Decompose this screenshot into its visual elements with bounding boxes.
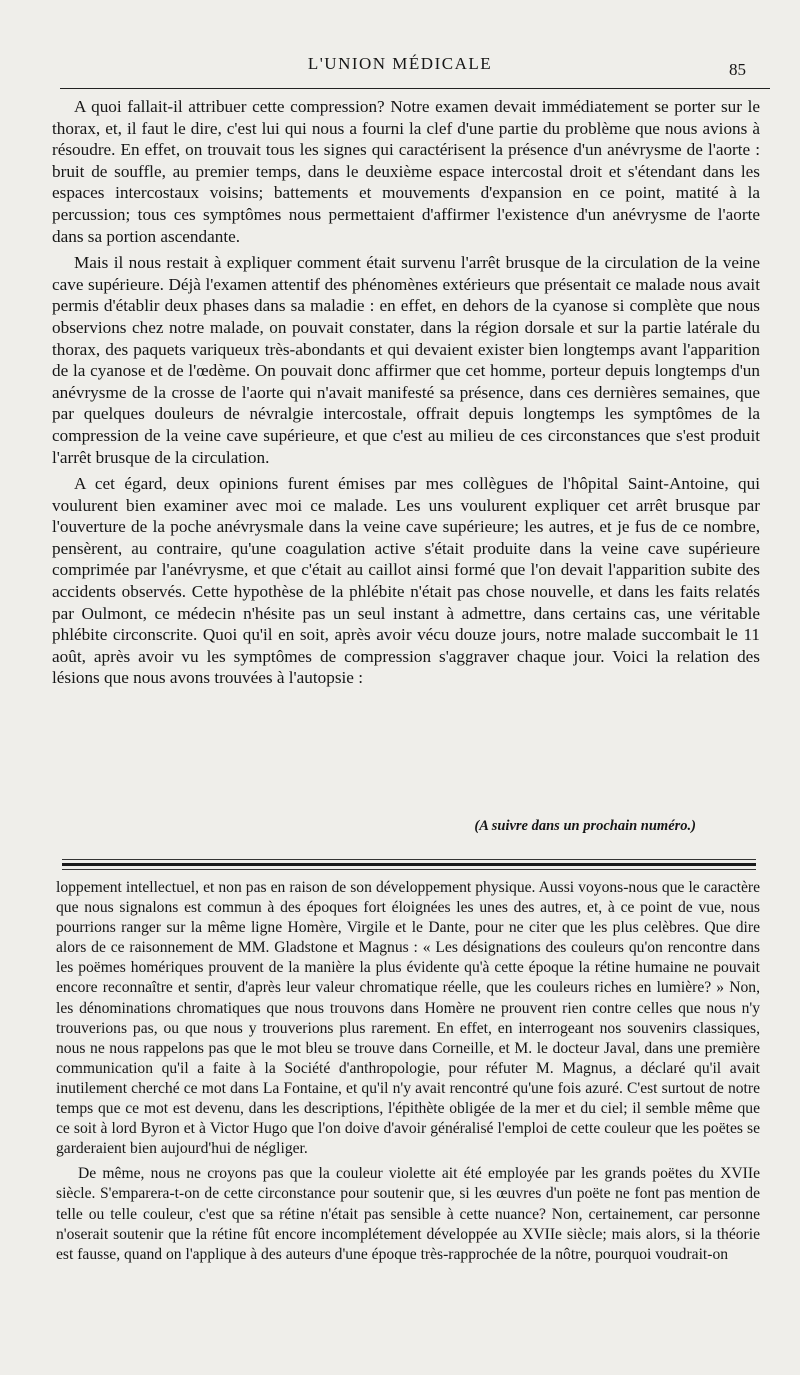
page-number: 85 (729, 60, 746, 79)
article-paragraph: A cet égard, deux opinions furent émises par mes collègues de l'hôpital Saint-Antoine, qui voulurent bien examiner avec moi ce malade. Les uns voulurent expliquer cet arrêt brusque par l'ouverture de la poche anévrysmale dans la veine cave supérieure; les autres, et je fus de ce nombre, pensèrent, au contraire, qu'une coagulation active s'était produite dans la veine cave supérieure comprimée par l'anévrysme, et que c'était au caillot ainsi formé que l'on devait l'apparition subite des accidents observés. Cette hypothèse de la phlébite n'était pas chose nouvelle, et dans les faits relatés par Oulmont, ce médecin n'hésite pas un seul instant à admettre, dans certains cas, une véritable phlébite circonscrite. Quoi qu'il en soit, après avoir vécu douze jours, notre malade succombait le 11 août, après avoir vu les symptômes de compression s'aggraver chaque jour. Voici la relation des lésions que nous avons trouvées à l'autopsie : (52, 474, 760, 688)
feuilleton-separator (62, 856, 756, 872)
article-body (52, 96, 760, 694)
running-title: L'UNION MÉDICALE (307, 54, 493, 73)
article-paragraph: A quoi fallait-il attribuer cette compression? Notre examen devait immédiatement se porter sur le thorax, et, il faut le dire, c'est lui qui nous a fourni la clef d'une partie du problème que nous avions à résoudre. En effet, on trouvait tous les signes qui caractérisent la présence d'un anévrysme de l'aorte : bruit de souffle, au premier temps, dans le deuxième espace intercostal droit et s'étendant dans les espaces intercostaux voisins; battements et mouvements d'expansion en ce point, matité à la percussion; tous ces symptômes nous permettaient d'affirmer l'existence d'un anévrysme de l'aorte dans sa portion ascendante. (52, 97, 760, 246)
article-paragraph: Mais il nous restait à expliquer comment était survenu l'arrêt brusque de la circulation de la veine cave supérieure. Déjà l'examen attentif des phénomènes extérieurs que présentait ce malade nous avait permis d'établir deux phases dans sa maladie : en effet, en dehors de la cyanose si complète que nous observions chez notre malade, on pouvait constater, dans la région dorsale et sur la partie latérale du thorax, des paquets variqueux très-abondants et qui devaient exister bien longtemps avant l'apparition de la cyanose et de l'œdème. On pouvait donc affirmer que cet homme, porteur depuis longtemps d'un anévrysme de la crosse de l'aorte qui n'avait manifesté sa présence, dans ces dernières semaines, que par quelques douleurs de névralgie intercostale, offrait depuis longtemps les symptômes de la compression de la veine cave supérieure, et que c'est au milieu de ces circonstances que s'est produit l'arrêt brusque de la circulation. (52, 253, 760, 467)
feuilleton-body (56, 878, 760, 1270)
page-header (0, 52, 800, 82)
feuilleton-paragraph: loppement intellectuel, et non pas en raison de son développement physique. Aussi voyons-nous que le caractère que nous signalons est commun à des époques fort éloignées les unes des autres, et, à ce point de vue, nous pourrions ranger sur la même ligne Homère, Virgile et le Dante, pour ne citer que les plus celèbres. Que dire alors de ce raisonnement de MM. Gladstone et Magnus : « Les désignations des couleurs qu'on rencontre dans les poëmes homériques prouvent de la manière la plus évidente qu'à cette époque la rétine humaine ne pouvait encore reconnaître et sentir, d'après leur valeur chromatique réelle, que les couleurs riches en lumière? » Non, les dénominations chromatiques que nous trouvons dans Homère ne prouvent rien contre celles que nous n'y trouverions pas, ou que nous y trouverions plus rarement. En effet, en interrogeant nos souvenirs classiques, nous ne nous rappelons pas que le mot bleu se trouve dans Corneille, et M. le docteur Javal, dans une première communication qu'il a faite à la Société d'anthropologie, pour réfuter M. Magnus, a déclaré qu'il avait inutilement cherché ce mot dans La Fontaine, et qu'il n'y avait rencontré qu'une fois azuré. C'est surtout de notre temps que ce mot est devenu, dans les descriptions, l'épithète obligée de la mer et du ciel; il semble même que ce soit à lord Byron et à Victor Hugo que l'on doive d'avoir généralisé l'emploi de cette couleur que les poëtes se garderaient bien aujourd'hui de négliger. (56, 879, 760, 1158)
header-rule (60, 88, 770, 89)
to-be-continued-note: (A suivre dans un prochain numéro.) (474, 818, 696, 834)
feuilleton-paragraph: De même, nous ne croyons pas que la couleur violette ait été employée par les grands poëtes du XVIIe siècle. S'emparera-t-on de cette circonstance pour soutenir que, si les œuvres d'un poëte ne font pas mention de telle ou telle couleur, c'est que sa rétine n'était pas sensible à cette nuance? Non, certainement, car personne n'oserait soutenir que la rétine fût encore incomplétement développée au XVIIe siècle; mais alors, si la théorie est fausse, quand on l'applique à des auteurs d'une époque très-rapprochée de la nôtre, pourquoi voudrait-on (56, 1165, 760, 1263)
